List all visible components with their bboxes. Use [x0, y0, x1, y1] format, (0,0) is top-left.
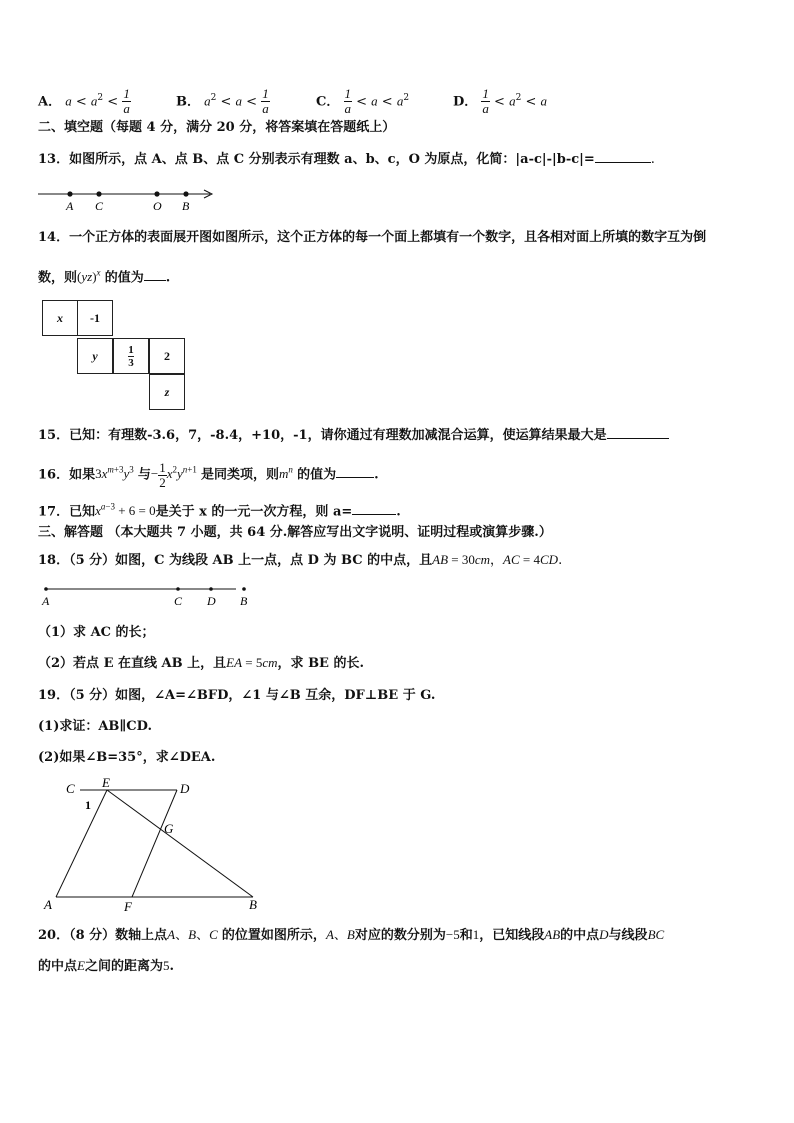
label-b: B — [249, 897, 257, 912]
q13-point-c — [96, 191, 101, 196]
net-cell-y: y — [77, 338, 113, 374]
q18-point-c — [176, 587, 180, 591]
q16-answer-blank — [336, 465, 374, 478]
label-angle-1: 1 — [85, 798, 91, 812]
q13-label-b: B — [182, 199, 190, 213]
q17-answer-blank — [352, 502, 396, 515]
q13-text: 13．如图所示，点 A、点 B、点 C 分别表示有理数 a、b、c，O 为原点，化简：|a-c|-|b-c|= . — [38, 152, 655, 167]
q18-segment-figure — [40, 581, 250, 611]
label-e: E — [102, 775, 110, 790]
option-d: D． $\frac{1}{a}$ < $a^2 < a$ — [453, 86, 547, 117]
q19-part2: (2)如果∠B=35°，求∠DEA. — [38, 750, 216, 765]
q18-point-a — [44, 587, 48, 591]
label-d: D — [180, 781, 190, 796]
q19-geometry-figure — [36, 775, 276, 915]
q14-answer-blank — [144, 268, 166, 281]
q16-text: 16．如果$3x^{m+3}y^3$ 与− $\frac{1}{2}$ $x^2y^{n+1}$ 是同类项，则$m^n$ 的值为 . — [38, 459, 379, 490]
section2-heading: 二、填空题（每题 4 分，满分 20 分，将答案填在答题纸上） — [38, 120, 396, 135]
line-df — [132, 790, 177, 897]
label-g: G — [164, 821, 174, 836]
q18-point-b — [242, 587, 246, 591]
q18-part1: （1）求 AC 的长； — [38, 625, 155, 640]
q20-line2: 的中点E之间的距离为5. — [38, 958, 175, 974]
label-f: F — [124, 899, 132, 914]
q20-line1: 20．（8 分）数轴上点A、B、C 的位置如图所示，A、B对应的数分别为−5和1，已知线段AB的中点D与线段BC — [38, 927, 665, 943]
q13-label-o: O — [153, 199, 162, 213]
label-c: C — [66, 781, 75, 796]
q14-line1: 14．一个正方体的表面展开图如图所示，这个正方体的每一个面上都填有一个数字，且各相对面上所填的数字互为倒 — [38, 230, 707, 245]
q19-part1: (1)求证：AB∥CD. — [38, 719, 152, 734]
line-eb — [107, 790, 253, 897]
section3-heading: 三、解答题 （本大题共 7 小题，共 64 分.解答应写出文字说明、证明过程或演算步骤.） — [38, 525, 552, 540]
net-cell-neg1: -1 — [77, 300, 113, 336]
cube-net — [42, 300, 192, 412]
q15-text: 15．已知：有理数-3.6，7，-8.4，+10，-1，请你通过有理数加减混合运算，使运算结果最大是 — [38, 426, 669, 445]
q13-point-a — [67, 191, 72, 196]
q18-label-b: B — [240, 594, 248, 608]
option-b: B． $a^2 < a$ < $\frac{1}{a}$ — [176, 86, 269, 117]
q13-number-line — [36, 183, 220, 213]
label-a: A — [44, 897, 52, 912]
q14-line2: 数，则(yz)$^x$ 的值为 . — [38, 268, 171, 286]
q18-text: 18．（5 分）如图，C 为线段 AB 上一点，点 D 为 BC 的中点，且AB = 30cm，AC = 4CD. — [38, 552, 563, 568]
q18-part2: （2）若点 E 在直线 AB 上，且EA = 5cm，求 BE 的长. — [38, 655, 365, 671]
q13-label-c: C — [95, 199, 104, 213]
q13-point-b — [183, 191, 188, 196]
q18-label-c: C — [174, 594, 183, 608]
q13-label-a: A — [66, 199, 74, 213]
q15-answer-blank — [607, 426, 669, 439]
q18-label-a: A — [42, 594, 50, 608]
q13-point-o — [154, 191, 159, 196]
net-cell-z: z — [149, 374, 185, 410]
q17-text: 17．已知$x^{a-3} + 6 = 0$是关于 x 的一元一次方程，则 a= . — [38, 502, 401, 520]
net-cell-third: 1 3 — [113, 338, 149, 374]
option-a: A． $a < a^2$ < $\frac{1}{a}$ — [38, 86, 130, 117]
net-cell-two: 2 — [149, 338, 185, 374]
net-cell-x: x — [42, 300, 78, 336]
q19-text: 19．（5 分）如图，∠A=∠BFD，∠1 与∠B 互余，DF⊥BE 于 G. — [38, 688, 436, 703]
option-c: C． $\frac{1}{a}$ < $a < a^2$ — [316, 86, 410, 117]
line-ae — [56, 790, 107, 897]
q13-answer-blank — [595, 150, 651, 163]
q18-point-d — [209, 587, 213, 591]
q18-label-d: D — [207, 594, 216, 608]
